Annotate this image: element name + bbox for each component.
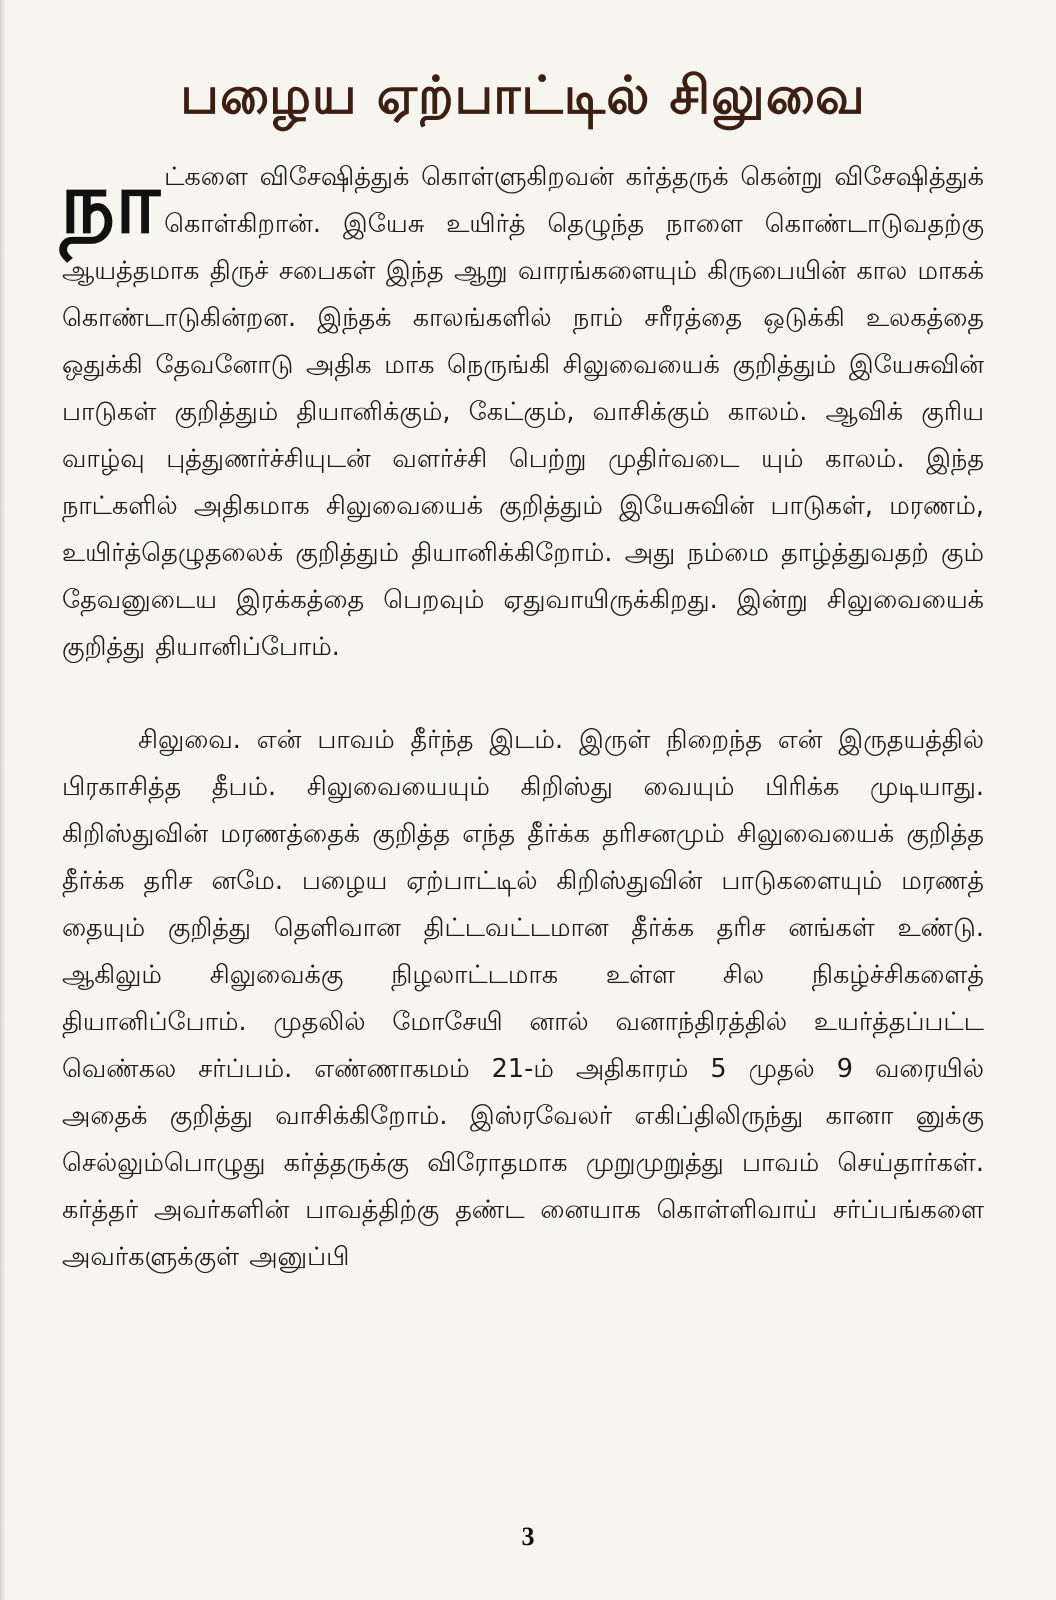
page-title: பழைய ஏற்பாட்டில் சிலுவை bbox=[180, 65, 866, 126]
paragraph-two: சிலுவை. என் பாவம் தீர்ந்த இடம். இருள் நிறைந்த என் இருதயத்தில் பிரகாசித்த தீபம். சிலுவையையும் கிறிஸ்து வையும் பிரிக்க முடியாது. கிறிஸ்துவின் மரணத்தைக் குறித்த எந்த தீர்க்க தரிசனமும் சிலுவையைக் குறித்த தீர்க்க தரிச னமே. பழைய ஏற்பாட்டில் கிறிஸ்துவின் பாடுகளையும் மரணத் தையும் குறித்து தெளிவான திட்டவட்டமான தீர்க்க தரிச னங்கள் உண்டு. ஆகிலும் சிலுவைக்கு நிழலாட்டமாக உள்ள சில நிகழ்ச்சிகளைத் தியானிப்போம். முதலில் மோசேயி னால் வனாந்திரத்தில் உயர்த்தப்பட்ட வெண்கல சர்ப்பம். எண்ணாகமம் 21-ம் அதிகாரம் 5 முதல் 9 வரையில் அதைக் குறித்து வாசிக்கிறோம். இஸ்ரவேலர் எகிப்திலிருந்து கானா னுக்கு செல்லும்பொழுது கர்த்தருக்கு விரோதமாக முறுமுறுத்து பாவம் செய்தார்கள். கர்த்தர் அவர்களின் பாவத்திற்கு தண்ட னையாக கொள்ளிவாய் சர்ப்பங்களை அவர்களுக்குள் அனுப்பி bbox=[62, 725, 984, 1272]
paragraph-one bbox=[62, 154, 984, 671]
article-body bbox=[62, 154, 984, 1281]
page-number: 3 bbox=[521, 1522, 535, 1551]
paragraph-one-text: ட்களை விசேஷித்துக் கொள்ளுகிறவன் கர்த்தருக் கென்று விசேஷித்துக் கொள்கிறான். இயேசு உயிர்த் தெழுந்த நாளை கொண்டாடுவதற்கு ஆயத்தமாக திருச் சபைகள் இந்த ஆறு வாரங்களையும் கிருபையின் கால மாகக் கொண்டாடுகின்றன. இந்தக் காலங்களில் நாம் சரீரத்தை ஒடுக்கி உலகத்தை ஒதுக்கி தேவனோடு அதிக மாக நெருங்கி சிலுவையைக் குறித்தும் இயேசுவின் பாடுகள் குறித்தும் தியானிக்கும், கேட்கும், வாசிக்கும் காலம். ஆவிக் குரிய வாழ்வு புத்துணர்ச்சியுடன் வளர்ச்சி பெற்று முதிர்வடை யும் காலம். இந்த நாட்களில் அதிகமாக சிலுவையைக் குறித்தும் இயேசுவின் பாடுகள், மரணம், உயிர்த்தெழுதலைக் குறித்தும் தியானிக்கிறோம். அது நம்மை தாழ்த்துவதற் கும் தேவனுடைய இரக்கத்தை பெறவும் ஏதுவாயிருக்கிறது. இன்று சிலுவையைக் குறித்து தியானிப்போம். bbox=[62, 162, 984, 662]
drop-cap: நா bbox=[60, 153, 157, 253]
